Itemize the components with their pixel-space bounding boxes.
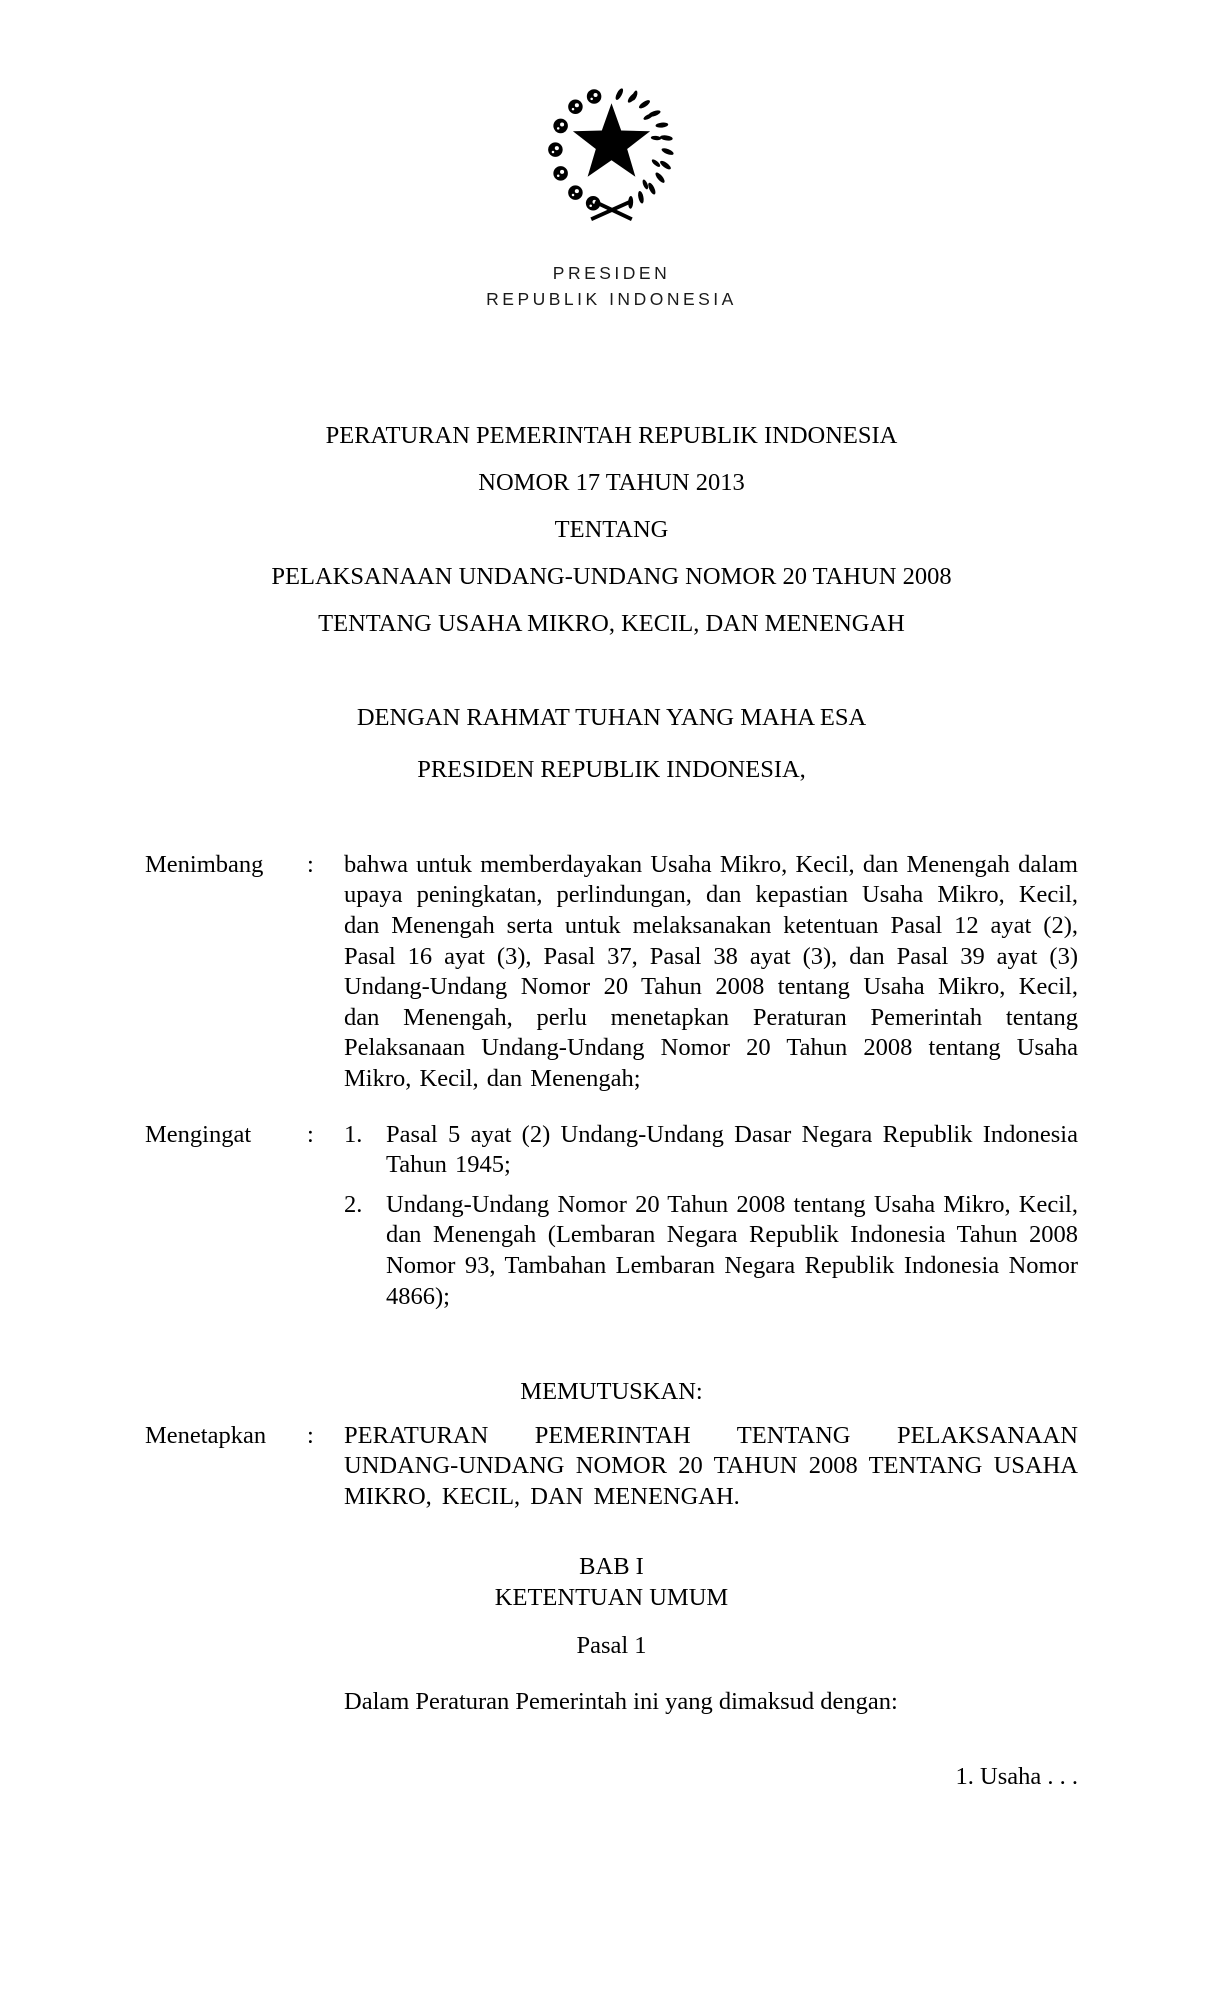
mengingat-item-1-number: 1. (344, 1120, 363, 1148)
mengingat-item-2 (344, 1190, 1078, 1312)
menetapkan-colon: : (307, 1421, 314, 1449)
menimbang-text: bahwa untuk memberdayakan Usaha Mikro, Kecil, dan Menengah dalam upaya peningkatan, perlindungan, dan kepastian Usaha Mikro, Kecil, dan Menengah serta untuk melaksanakan ketentuan Pasal 12 ayat (2), Pasal 16 ayat (3), Pasal 37, Pasal 38 ayat (3), dan Pasal 39 ayat (3) Undang-Undang Nomor 20 Tahun 2008 tentang Usaha Mikro, Kecil, dan Menengah, perlu menetapkan Peraturan Pemerintah tentang Pelaksanaan Undang-Undang Nomor 20 Tahun 2008 tentang Usaha Mikro, Kecil, dan Menengah; (344, 850, 1078, 1092)
mengingat-list (344, 1120, 1078, 1322)
invocation-block (145, 703, 1078, 786)
mengingat-item-1-text: Pasal 5 ayat (2) Undang-Undang Dasar Negara Republik Indonesia Tahun 1945; (386, 1120, 1078, 1179)
letterhead-line-presiden: PRESIDEN (552, 262, 671, 283)
title-line-3: TENTANG (554, 515, 669, 543)
title-line-5: TENTANG USAHA MIKRO, KECIL, DAN MENENGAH (318, 609, 905, 637)
page-catchword: 1. Usaha . . . (955, 1762, 1078, 1790)
title-line-1: PERATURAN PEMERINTAH REPUBLIK INDONESIA (325, 421, 898, 449)
chapter-title: KETENTUAN UMUM (494, 1584, 729, 1612)
regulation-title (145, 412, 1078, 647)
letterhead-line-republik: REPUBLIK INDONESIA (486, 288, 737, 309)
menimbang-section (145, 850, 1078, 1095)
mengingat-colon: : (307, 1120, 314, 1148)
chapter-number: BAB I (579, 1553, 644, 1581)
article-heading: Pasal 1 (576, 1631, 647, 1659)
chapter-heading (145, 1552, 1078, 1613)
mengingat-section (145, 1120, 1078, 1322)
title-line-2: NOMOR 17 TAHUN 2013 (478, 468, 745, 496)
menetapkan-section (145, 1421, 1078, 1513)
emblem-container (145, 0, 1078, 236)
mengingat-item-1 (344, 1120, 1078, 1181)
menimbang-colon: : (307, 850, 314, 878)
letterhead (145, 260, 1078, 312)
invocation-line: DENGAN RAHMAT TUHAN YANG MAHA ESA (356, 703, 867, 731)
decision-heading: MEMUTUSKAN: (520, 1378, 703, 1406)
article-opening-paragraph: Dalam Peraturan Pemerintah ini yang dimaksud dengan: (344, 1688, 898, 1716)
mengingat-item-2-number: 2. (344, 1190, 363, 1218)
presidential-emblem-icon (534, 80, 689, 227)
mengingat-label: Mengingat (145, 1120, 252, 1148)
menimbang-label: Menimbang (145, 850, 264, 878)
menetapkan-label: Menetapkan (145, 1421, 267, 1449)
authority-line: PRESIDEN REPUBLIK INDONESIA, (417, 756, 806, 784)
mengingat-item-2-text: Undang-Undang Nomor 20 Tahun 2008 tentang Usaha Mikro, Kecil, dan Menengah (Lembaran Negara Republik Indonesia Tahun 2008 Nomor 93, Tambahan Lembaran Negara Republik Indonesia Nomor 4866); (386, 1190, 1078, 1310)
menetapkan-text: PERATURAN PEMERINTAH TENTANG PELAKSANAAN UNDANG-UNDANG NOMOR 20 TAHUN 2008 TENTANG USAHA MIKRO, KECIL, DAN MENENGAH. (344, 1421, 1078, 1510)
title-line-4: PELAKSANAAN UNDANG-UNDANG NOMOR 20 TAHUN 2008 (271, 562, 952, 590)
